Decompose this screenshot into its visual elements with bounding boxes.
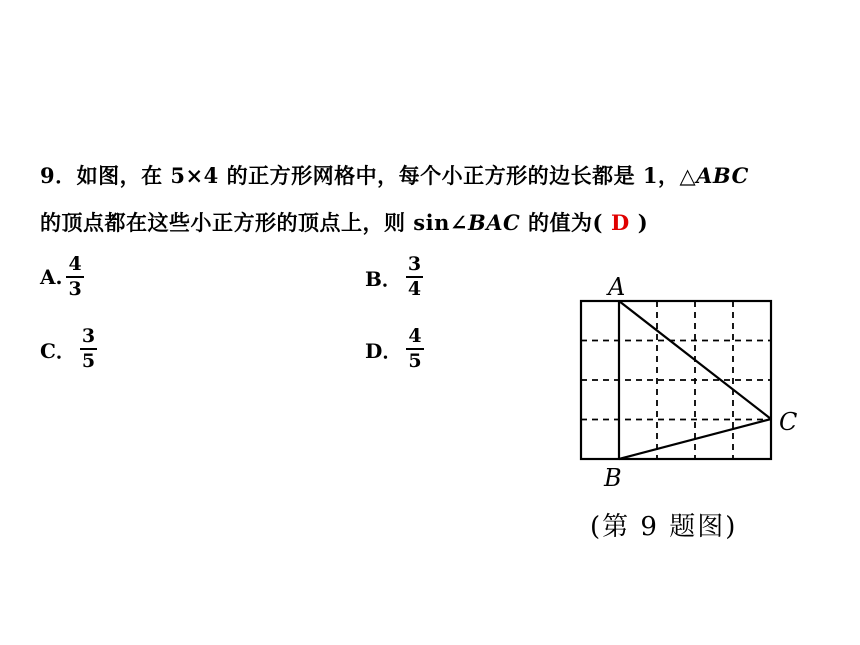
numerator: 3 [81,325,96,347]
question-text-2: 的顶点都在这些小正方形的顶点上，则 sin∠ [40,210,468,235]
fraction [80,327,97,371]
triangle-name: ABC [696,163,749,188]
vertex-label-a: A [608,273,626,301]
vertex-label-c: C [779,408,798,436]
vertex-label-b: B [604,464,622,492]
denominator: 3 [68,278,82,300]
grid-figure [570,268,810,498]
figure-caption: (第 9 题图) [590,512,738,542]
question-text-3: 的值为( [520,210,603,235]
question-text-4: ) [637,210,649,235]
option-b[interactable] [365,255,423,299]
numerator: 4 [68,253,82,275]
denominator: 4 [407,278,422,300]
fraction [406,255,423,299]
option-label: D． [365,338,403,363]
question-line-1 [40,160,749,190]
numerator: 3 [407,253,422,275]
question-text-1: 如图，在 5×4 的正方形网格中，每个小正方形的边长都是 1，△ [76,163,697,188]
denominator: 5 [81,350,96,372]
denominator: 5 [408,350,422,372]
option-c[interactable] [40,327,97,371]
option-a[interactable] [40,255,84,299]
option-label: C． [40,338,76,363]
dashed-grid [581,301,771,459]
answer-mark: D [611,210,630,235]
angle-name: BAC [467,210,521,235]
question-number: 9． [40,163,77,188]
grid-border [581,301,771,459]
question-line-2 [40,207,648,237]
option-d[interactable] [365,327,424,371]
numerator: 4 [408,325,422,347]
option-label: B． [365,266,402,291]
fraction [66,255,83,299]
option-label: A. [40,265,63,289]
fraction [406,327,423,371]
